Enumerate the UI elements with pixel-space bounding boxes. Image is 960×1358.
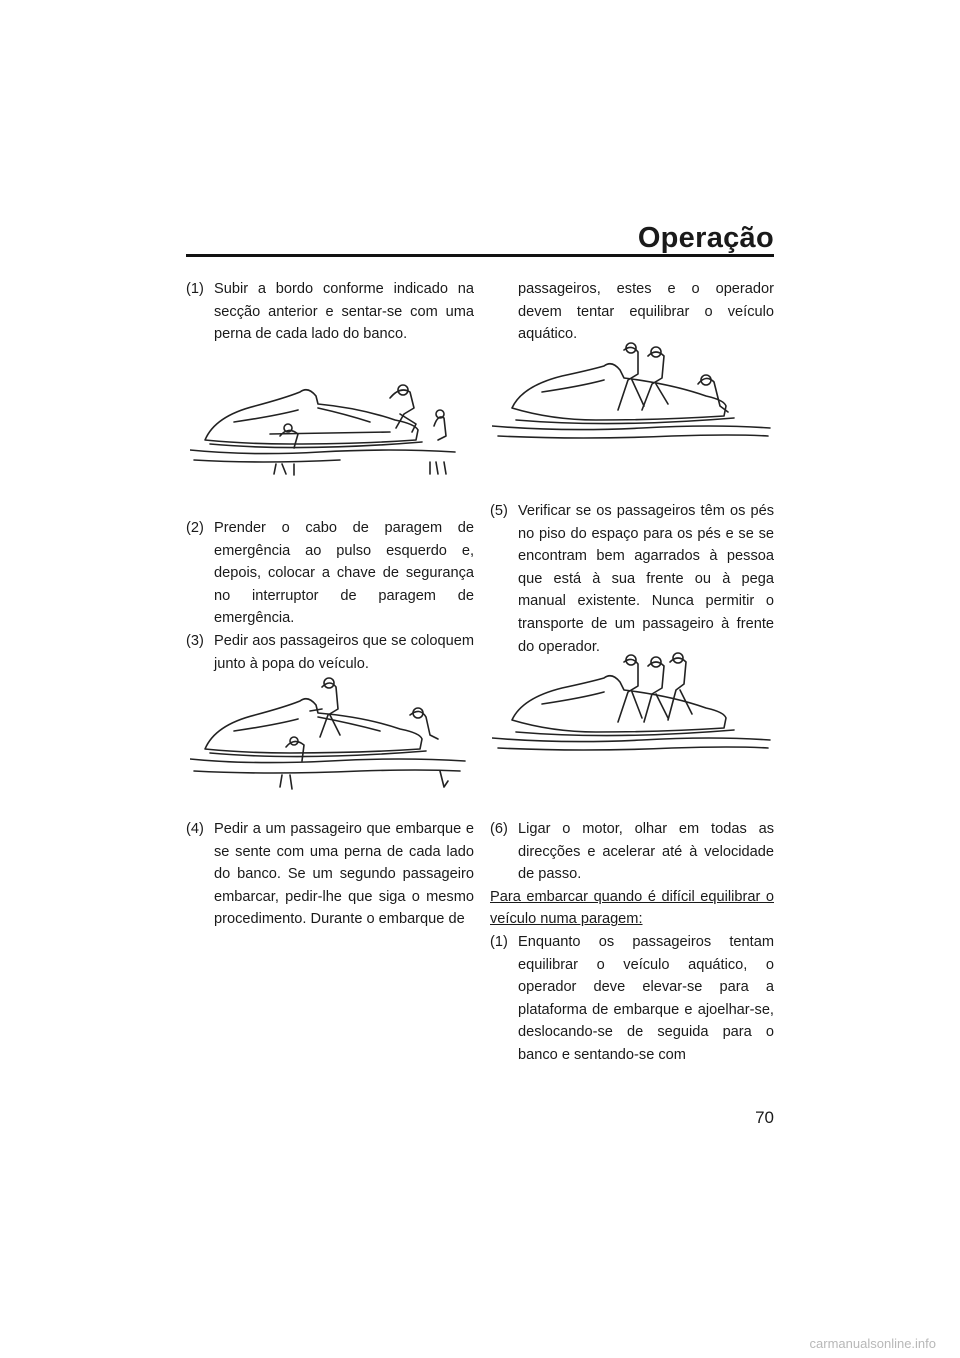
step-4-number: (4) [186,821,204,837]
page-title: Operação [637,222,774,254]
left-column-block-2 [186,517,474,675]
step-4-text: Pedir a um passageiro que embarque e se sente com uma perna de cada lado do banco. Se um segundo passageiro embarcar, pedir-lhe que siga o mesmo procedimento. Durante o embarque de [214,821,474,928]
step-1-number: (1) [186,281,204,297]
step-5 [490,500,774,658]
step-6-number: (6) [490,821,508,837]
step-2 [186,517,474,630]
step-1-text: Subir a bordo conforme indicado na secção anterior e sentar-se com uma perna de cada lado do banco. [214,281,474,343]
illustration-watercraft-boarding-2 [190,675,470,797]
subheading-unstable-boarding: Para embarcar quando é difícil equilibrar o veículo numa paragem: [490,888,774,928]
step-2-number: (2) [186,520,204,536]
continuation-paragraph [490,278,774,346]
page-number: 70 [755,1108,774,1127]
step-1 [186,278,474,346]
right-column-block-3 [490,818,774,1067]
illustration-watercraft-passengers-2 [492,648,774,760]
step-3-number: (3) [186,632,204,649]
step-6-text: Ligar o motor, olhar em todas as direcções e acelerar até à velocidade de passo. [518,821,774,883]
sub-step-1-text: Enquanto os passageiros tentam equilibrar o veículo aquático, o operador deve elevar-se para a plataforma de embarque e ajoelhar-se, deslocando-se de seguida para o banco e sentando-se com [518,933,774,1063]
step-5-number: (5) [490,503,508,519]
illustration-watercraft-boarding-1 [190,378,460,480]
left-column-block-1 [186,278,474,346]
step-5-text: Verificar se os passageiros têm os pés no piso do espaço para os pés e se se encontram bem agarrados à pessoa que está à sua frente ou à pega manual existente. Nunca permitir o transporte de um passageiro à frente do operador. [518,503,774,655]
header-divider [186,254,774,257]
continuation-text: passageiros, estes e o operador devem tentar equilibrar o veículo aquático. [518,281,774,343]
right-column-block-2 [490,500,774,658]
right-column-block-1 [490,278,774,346]
watermark: carmanualsonline.info [809,1336,936,1351]
illustration-watercraft-passengers-1 [492,340,774,448]
step-2-text: Prender o cabo de paragem de emergência ao pulso esquerdo e, depois, colocar a chave de segurança no interruptor de paragem de emergência. [214,520,474,627]
sub-step-1 [490,931,774,1067]
left-column-block-3 [186,818,474,931]
step-6 [490,818,774,886]
sub-step-1-number: (1) [490,933,508,950]
step-3 [186,630,474,675]
step-4 [186,818,474,931]
step-3-text: Pedir aos passageiros que se coloquem junto à popa do veículo. [214,632,474,672]
